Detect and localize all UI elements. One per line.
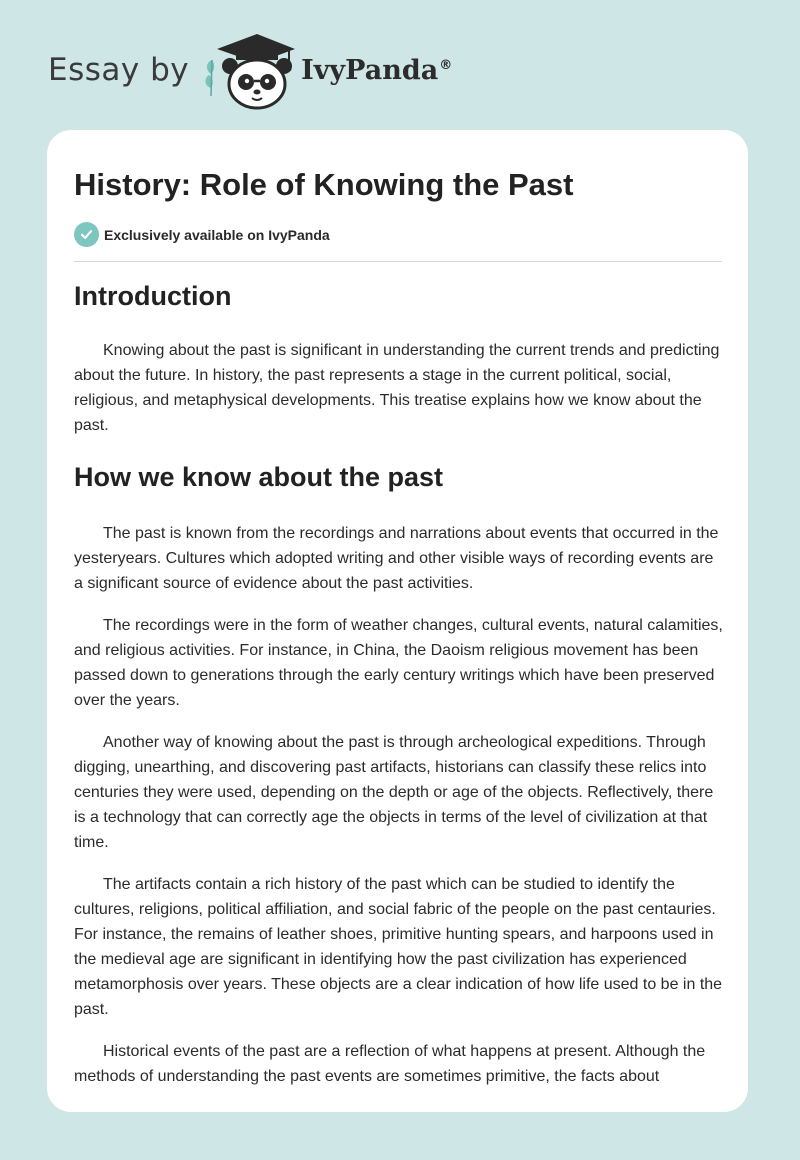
section-heading-how-we-know: How we know about the past	[74, 462, 444, 493]
exclusive-badge	[74, 222, 330, 247]
exclusive-label: Exclusively available on IvyPanda	[104, 226, 330, 243]
brand-name[interactable]: IvyPanda®	[301, 54, 453, 86]
registered-mark: ®	[439, 57, 453, 73]
title-divider	[74, 261, 722, 262]
panda-graduate-icon[interactable]	[203, 30, 299, 110]
check-icon	[74, 222, 99, 247]
essay-body	[74, 280, 726, 1089]
essay-card	[47, 130, 748, 1112]
site-header	[48, 30, 452, 110]
paragraph: Another way of knowing about the past is through archeological expeditions. Through digging, unearthing, and discovering past artifacts, historians can classify these relics into centuries they were used, depending on the depth or age of the objects. Reflectively, there is a technology that can correctly age the objects in terms of the level of civilization at that time.	[74, 733, 714, 851]
paragraph: Historical events of the past are a reflection of what happens at present. Although the methods of understanding the past events are sometimes primitive, the facts about	[74, 1042, 706, 1085]
paragraph: The past is known from the recordings and narrations about events that occurred in the yesteryears. Cultures which adopted writing and other visible ways of recording events are a significant source of evidence about the past activities.	[74, 524, 719, 592]
paragraph: The artifacts contain a rich history of the past which can be studied to identify the cultures, religions, political affiliation, and social fabric of the people on the past centauries. For instance, the remains of leather shoes, primitive hunting spears, and harpoons used in the medieval age are significant in identifying how the past civilization has experienced metamorphosis over years. These objects are a clear indication of how life used to be in the past.	[74, 875, 723, 1018]
section-heading-introduction: Introduction	[74, 281, 232, 311]
paragraph: The recordings were in the form of weather changes, cultural events, natural calamities, and religious activities. For instance, in China, the Daoism religious movement has been passed down to generations through the early century writings which have been preserved over the years.	[74, 616, 723, 709]
paragraph: Knowing about the past is significant in understanding the current trends and predicting about the future. In history, the past represents a stage in the current political, social, religious, and metaphysical developments. This treatise explains how we know about the past.	[74, 342, 720, 435]
essay-by-label: Essay by	[48, 51, 190, 88]
essay-title: History: Role of Knowing the Past	[74, 167, 574, 202]
